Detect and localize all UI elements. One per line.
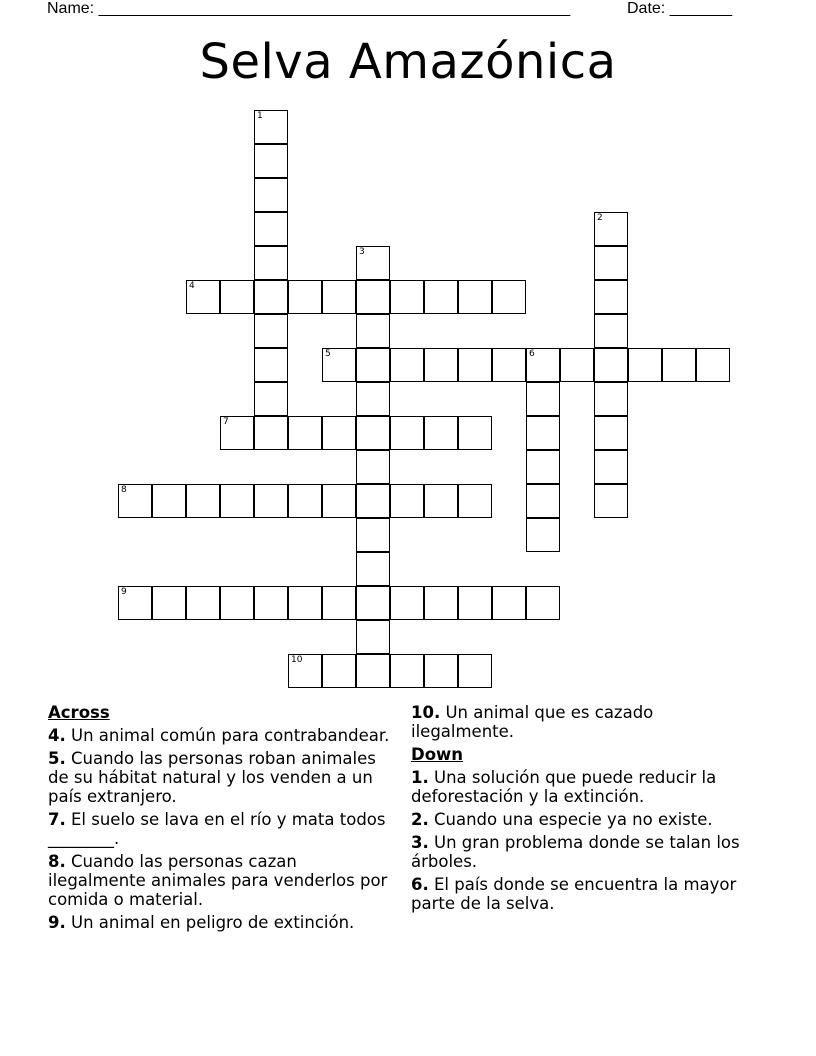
crossword-cell[interactable] — [526, 450, 560, 484]
crossword-cell[interactable] — [186, 586, 220, 620]
crossword-cell[interactable] — [594, 212, 628, 246]
crossword-cell[interactable] — [322, 654, 356, 688]
crossword-cell[interactable] — [254, 416, 288, 450]
crossword-cell[interactable] — [288, 280, 322, 314]
clue-number: 4. — [48, 726, 66, 745]
clue-across-5 — [48, 749, 393, 806]
crossword-cell[interactable] — [526, 518, 560, 552]
crossword-cell[interactable] — [356, 552, 390, 586]
clue-number: 5. — [48, 749, 66, 768]
crossword-cell[interactable] — [254, 110, 288, 144]
clue-number: 10. — [411, 703, 441, 722]
crossword-cell[interactable] — [356, 348, 390, 382]
crossword-cell[interactable] — [662, 348, 696, 382]
crossword-cell[interactable] — [356, 586, 390, 620]
cell-number: 6 — [529, 349, 535, 359]
name-line[interactable]: _____________________________________________________ — [98, 0, 571, 17]
clue-text: Cuando las personas cazan ilegalmente animales para venderlos por comida o material. — [48, 852, 388, 909]
crossword-cell[interactable] — [458, 280, 492, 314]
cell-number: 8 — [121, 485, 127, 495]
crossword-cell[interactable] — [220, 484, 254, 518]
across-heading: Across — [48, 703, 110, 722]
crossword-cell[interactable] — [424, 348, 458, 382]
clue-number: 3. — [411, 833, 429, 852]
clue-number: 9. — [48, 913, 66, 932]
crossword-cell[interactable] — [390, 280, 424, 314]
crossword-cell[interactable] — [526, 586, 560, 620]
crossword-cell[interactable] — [526, 382, 560, 416]
crossword-cell[interactable] — [322, 348, 356, 382]
crossword-cell[interactable] — [390, 654, 424, 688]
crossword-cell[interactable] — [186, 280, 220, 314]
crossword-cell[interactable] — [458, 416, 492, 450]
clue-down-6 — [411, 875, 756, 913]
crossword-cell[interactable] — [390, 484, 424, 518]
date-label: Date: — [627, 0, 670, 17]
cell-number: 9 — [121, 587, 127, 597]
crossword-cell[interactable] — [594, 416, 628, 450]
clue-text: Un animal que es cazado ilegalmente. — [411, 703, 654, 741]
page-title: Selva Amazónica — [199, 34, 617, 90]
crossword-cell[interactable] — [458, 654, 492, 688]
crossword-cell[interactable] — [594, 246, 628, 280]
crossword-cell[interactable] — [254, 348, 288, 382]
crossword-cell[interactable] — [526, 484, 560, 518]
crossword-cell[interactable] — [492, 348, 526, 382]
clue-number: 6. — [411, 875, 429, 894]
crossword-cell[interactable] — [254, 212, 288, 246]
crossword-cell[interactable] — [696, 348, 730, 382]
crossword-cell[interactable] — [390, 348, 424, 382]
clue-text: Un gran problema donde se talan los árboles. — [411, 833, 740, 871]
clue-text: El país donde se encuentra la mayor parte de la selva. — [411, 875, 737, 913]
crossword-cell[interactable] — [288, 654, 322, 688]
crossword-cell[interactable] — [254, 314, 288, 348]
clue-number: 7. — [48, 810, 66, 829]
crossword-cell[interactable] — [322, 586, 356, 620]
cell-number: 1 — [257, 111, 263, 121]
clue-across-8 — [48, 852, 393, 909]
name-label: Name: — [47, 0, 99, 17]
clue-down-1 — [411, 768, 756, 806]
cell-number: 5 — [325, 349, 331, 359]
crossword-cell[interactable] — [356, 314, 390, 348]
crossword-cell[interactable] — [254, 178, 288, 212]
crossword-cell[interactable] — [288, 586, 322, 620]
crossword-cell[interactable] — [254, 246, 288, 280]
crossword-cell[interactable] — [356, 518, 390, 552]
cell-number: 10 — [291, 655, 303, 665]
crossword-cell[interactable] — [356, 416, 390, 450]
crossword-cell[interactable] — [458, 484, 492, 518]
crossword-cell[interactable] — [458, 586, 492, 620]
clue-across-10 — [411, 703, 756, 741]
crossword-cell[interactable] — [356, 382, 390, 416]
crossword-cell[interactable] — [424, 484, 458, 518]
clue-number: 1. — [411, 768, 429, 787]
clue-across-7 — [48, 810, 393, 848]
crossword-cell[interactable] — [458, 348, 492, 382]
crossword-cell[interactable] — [254, 144, 288, 178]
crossword-cell[interactable] — [424, 654, 458, 688]
crossword-cell[interactable] — [424, 280, 458, 314]
crossword-cell[interactable] — [152, 586, 186, 620]
crossword-cell[interactable] — [254, 382, 288, 416]
clue-number: 8. — [48, 852, 66, 871]
down-heading: Down — [411, 745, 464, 764]
crossword-cell[interactable] — [254, 280, 288, 314]
clue-across-4 — [48, 726, 393, 745]
crossword-cell[interactable] — [492, 586, 526, 620]
clue-number: 2. — [411, 810, 429, 829]
crossword-cell[interactable] — [526, 416, 560, 450]
crossword-cell[interactable] — [594, 450, 628, 484]
crossword-cell[interactable] — [322, 484, 356, 518]
clue-text: Cuando las personas roban animales de su hábitat natural y los venden a un país extranjero. — [48, 749, 376, 806]
crossword-cell[interactable] — [356, 450, 390, 484]
date-line[interactable]: _______ — [669, 0, 732, 17]
crossword-cell[interactable] — [424, 586, 458, 620]
crossword-cell[interactable] — [254, 484, 288, 518]
clue-text: Una solución que puede reducir la deforestación y la extinción. — [411, 768, 717, 806]
clues-left-column — [48, 703, 393, 936]
crossword-cell[interactable] — [356, 280, 390, 314]
crossword-cell[interactable] — [288, 416, 322, 450]
crossword-cell[interactable] — [594, 382, 628, 416]
crossword-cell[interactable] — [322, 416, 356, 450]
clue-text: Un animal común para contrabandear. — [65, 726, 390, 745]
crossword-cell[interactable] — [118, 484, 152, 518]
crossword-cell[interactable] — [594, 314, 628, 348]
crossword-cell[interactable] — [220, 416, 254, 450]
cell-number: 7 — [223, 417, 229, 427]
crossword-cell[interactable] — [118, 586, 152, 620]
cell-number: 2 — [597, 213, 603, 223]
crossword-cell[interactable] — [220, 586, 254, 620]
cell-number: 3 — [359, 247, 365, 257]
crossword-cell[interactable] — [356, 654, 390, 688]
crossword-cell[interactable] — [390, 416, 424, 450]
crossword-cell[interactable] — [356, 484, 390, 518]
crossword-cell[interactable] — [424, 416, 458, 450]
clues-right-column — [411, 703, 756, 917]
clue-down-2 — [411, 810, 756, 829]
crossword-cell[interactable] — [220, 280, 254, 314]
crossword-cell[interactable] — [628, 348, 662, 382]
crossword-cell[interactable] — [526, 348, 560, 382]
crossword-cell[interactable] — [288, 484, 322, 518]
crossword-cell[interactable] — [390, 586, 424, 620]
cell-number: 4 — [189, 281, 195, 291]
clue-across-9 — [48, 913, 393, 932]
clue-text: El suelo se lava en el río y mata todos ________. — [48, 810, 386, 848]
crossword-cell[interactable] — [356, 246, 390, 280]
clue-text: Un animal en peligro de extinción. — [65, 913, 355, 932]
crossword-cell[interactable] — [356, 620, 390, 654]
crossword-cell[interactable] — [594, 280, 628, 314]
crossword-cell[interactable] — [594, 348, 628, 382]
crossword-cell[interactable] — [152, 484, 186, 518]
crossword-cell[interactable] — [322, 280, 356, 314]
clue-down-3 — [411, 833, 756, 871]
crossword-cell[interactable] — [492, 280, 526, 314]
crossword-cell[interactable] — [186, 484, 220, 518]
crossword-cell[interactable] — [560, 348, 594, 382]
clue-text: Cuando una especie ya no existe. — [428, 810, 713, 829]
crossword-cell[interactable] — [254, 586, 288, 620]
crossword-cell[interactable] — [594, 484, 628, 518]
